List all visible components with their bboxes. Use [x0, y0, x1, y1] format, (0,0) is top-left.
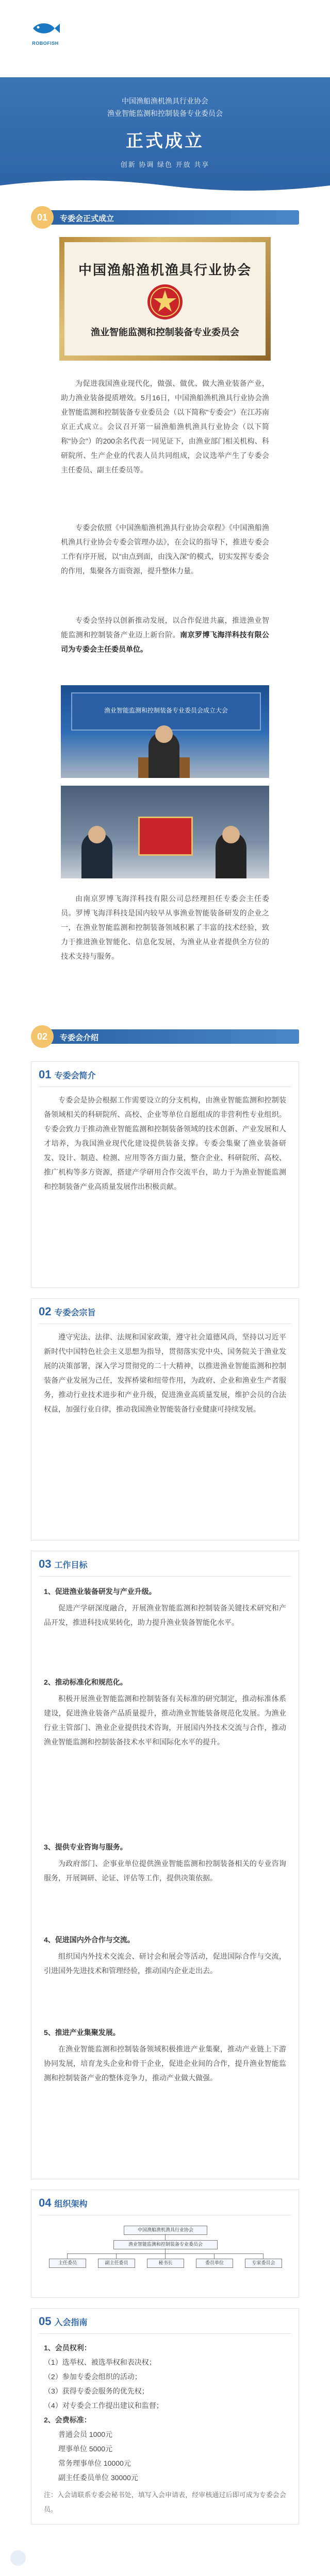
org-node-mid: 渔业智能监测和控制装备专业委员会	[113, 2240, 218, 2249]
org-connector	[67, 2253, 68, 2259]
join-guide-line: 副主任委员单位 30000元	[58, 2473, 138, 2482]
join-guide-heading: 入会指南	[54, 2318, 88, 2327]
meeting-photo-2	[61, 786, 269, 878]
org-connector	[116, 2253, 117, 2259]
goal-item-head: 1、促进渔业装备研发与产业升级。	[44, 1587, 156, 1596]
certificate-subtitle: 渔业智能监测和控制装备专业委员会	[91, 327, 239, 338]
join-guide-title	[39, 2315, 88, 2328]
org-chart	[46, 2226, 284, 2277]
section1-bar	[46, 210, 299, 225]
org-node-leaf: 主任委员	[49, 2259, 86, 2268]
goals-box	[31, 1551, 299, 2179]
divider	[39, 1576, 291, 1577]
org-node-leaf: 专家委员会	[245, 2259, 282, 2268]
org-node-leaf: 副主任委员	[98, 2259, 135, 2268]
goal-item-text: 为政府部门、企事业单位提供渔业智能监测和控制装备相关的专业咨询服务，开展调研、论证、评估等工作，提供决策依据。	[44, 1859, 286, 1882]
org-box-heading: 组织架构	[54, 2200, 88, 2209]
person-head	[222, 826, 240, 843]
intro-box-number: 01	[39, 1068, 52, 1081]
join-guide-line: 常务理事单位 10000元	[58, 2459, 131, 2467]
join-guide-line: （4）对专委会工作提出建议和监督；	[44, 2401, 163, 2410]
stage-screen-text: 渔业智能监测和控制装备专业委员会成立大会	[104, 707, 228, 714]
goals-box-heading: 工作目标	[54, 1561, 88, 1570]
org-box-title	[39, 2196, 88, 2210]
org-connector	[165, 2248, 166, 2253]
org-connector	[165, 2253, 166, 2259]
hero-banner	[0, 77, 330, 196]
intro-box-title	[39, 1068, 96, 1081]
meeting-photo-1	[61, 685, 269, 778]
intro-box	[31, 1061, 299, 1288]
goal-item-text: 促进产学研深度融合，开展渔业智能监测和控制装备关键技术研究和产品开发，推进科技成果转化，助力提升渔业装备智能化水平。	[44, 1604, 286, 1626]
award-plaque	[138, 817, 193, 856]
goal-item-head: 3、提供专业咨询与服务。	[44, 1843, 127, 1851]
goal-item-head: 5、推进产业集聚发展。	[44, 2028, 120, 2037]
section1-title: 专委会正式成立	[60, 214, 114, 223]
stage-screen	[71, 692, 261, 731]
section1-badge: 01	[31, 206, 54, 229]
join-guide-line: 普通会员 1000元	[58, 2430, 113, 2438]
join-guide-line: （2）参加专委会组织的活动；	[44, 2372, 142, 2381]
join-guide-line: 2、会费标准：	[44, 2416, 91, 2424]
person-head	[155, 725, 173, 743]
fish-logo-icon	[30, 20, 61, 37]
org-connector	[165, 2234, 166, 2240]
seal-icon	[146, 283, 184, 321]
hero-line2: 渔业智能监测和控制装备专业委员会	[107, 109, 223, 117]
logo-text: ROBOFISH	[32, 41, 59, 46]
wave-decoration	[0, 175, 330, 196]
purpose-box-number: 02	[39, 1305, 52, 1318]
divider	[39, 2333, 291, 2334]
section2-title: 专委会介绍	[60, 1033, 99, 1042]
join-guide-line: （1）选举权、被选举权和表决权；	[44, 2358, 156, 2366]
org-box-number: 04	[39, 2196, 52, 2209]
goal-item-head: 2、推动标准化和规范化。	[44, 1678, 127, 1686]
certificate-title: 中国渔船渔机渔具行业协会	[78, 262, 252, 278]
goal-item-text: 积极开展渔业智能监测和控制装备有关标准的研究制定，推动标准体系建设，促进渔业装备产品质量提升，推动渔业智能装备规范化发展。为渔业行业主管部门、渔业企业提供技术咨询，开展国内外技术交流与合作，推动渔业智能监测和控制装备技术水平和国际化水平的提升。	[44, 1694, 286, 1746]
brand-logo	[30, 20, 61, 46]
join-guide-box	[31, 2308, 299, 2524]
section1-paragraph-4: 由南京罗博飞海洋科技有限公司总经理担任专委会主任委员。罗博飞海洋科技是国内较早从事渔业智能装备研发的企业之一，在渔业智能监测和控制装备领域积累了丰富的技术经验，致力于推进渔业智能化、信息化发展，为渔业从业者提供全方位的技术支持与服务。	[61, 894, 269, 960]
join-guide-line: 1、会员权利：	[44, 2344, 91, 2352]
section2-badge: 02	[31, 1025, 54, 1048]
org-node-leaf: 委员单位	[196, 2259, 233, 2268]
section1-paragraph-3	[61, 613, 269, 656]
join-guide-note: 注：入会请联系专委会秘书处，填写入会申请表，经审核通过后即可成为专委会会员。	[44, 2491, 286, 2513]
section1-paragraph-3-bold: 南京罗博飞海洋科技有限公司为专委会主任委员单位。	[61, 631, 270, 653]
purpose-box-heading: 专委会宗旨	[54, 1309, 96, 1317]
goals-box-number: 03	[39, 1557, 52, 1570]
intro-box-heading: 专委会简介	[54, 1072, 96, 1080]
org-node-top: 中国渔船渔机渔具行业协会	[124, 2226, 207, 2235]
section1-paragraph-3-text: 专委会坚持以创新推动发展，以合作促进共赢，推进渔业智能监测和控制装备产业迈上新台阶。	[61, 616, 269, 639]
goal-item-head: 4、促进国内外合作与交流。	[44, 1936, 135, 1944]
org-node-leaf: 秘书长	[147, 2259, 184, 2268]
goal-item-text: 组织国内外技术交流会、研讨会和展会等活动，促进国际合作与交流，引进国外先进技术和管理经验，推动国内企业走出去。	[44, 1952, 286, 1975]
section1-paragraph-1: 为促进我国渔业现代化，做强、做优、做大渔业装备产业，助力渔业装备提质增效。5月16日，中国渔船渔机渔具行业协会渔业智能监测和控制装备专业委员会（以下简称"专委会"）在江苏南京正式成立。会议召开第一届渔船渔机渔具行业协会（以下简称"协会"）的200余名代表一同见证下，由渔业部门相关机构、科研院所、生产企业的代表人员共同组成，会议选举产生了专委会主任委员、副主任委员等。	[61, 379, 269, 474]
section1-paragraph-2: 专委会依照《中国渔船渔机渔具行业协会章程》《中国渔船渔机渔具行业协会专委会管理办法》，在会议的指导下，推进专委会工作有序开展，以"由点到面，由浅入深"的模式，切实发挥专委会的作用，集聚各方面资源，提升整体力量。	[61, 523, 269, 575]
join-guide-list	[44, 2341, 286, 2517]
certificate-image	[59, 237, 271, 361]
goals-box-title	[39, 1557, 88, 1571]
purpose-box-title	[39, 1305, 96, 1318]
join-guide-line: （3）获得专委会服务的优先权；	[44, 2387, 149, 2395]
intro-box-text: 专委会是协会根据工作需要设立的分支机构，由渔业智能监测和控制装备领域相关的科研院所、高校、企业等单位自愿组成的非营利性专业组织。专委会致力于推动渔业智能监测和控制装备领域的技术创新、产业发展和人才培养，为我国渔业现代化建设提供装备支撑。专委会集聚了渔业装备研发、设计、制造、检测、应用等各方面力量，整合企业、科研院所、高校、推广机构等多方资源，搭建产学研用合作交流平台，助力于为渔业智能监测和控制装备产业高质量发展作出积极贡献。	[44, 1096, 286, 1191]
hero-line1: 中国渔船渔机渔具行业协会	[122, 97, 208, 105]
section2-bar	[46, 1029, 299, 1044]
decor-circle	[10, 2550, 26, 2566]
join-guide-line: 理事单位 5000元	[58, 2445, 113, 2453]
section2-header	[31, 1025, 299, 1048]
goal-item-text: 在渔业智能监测和控制装备领域积极推进产业集聚，推动产业链上下游协同发展，培育龙头企业和骨干企业，促进企业间的合作，提升渔业智能监测和控制装备产业的整体竞争力，推动产业做大做强。	[44, 2045, 286, 2082]
purpose-box-text: 遵守宪法、法律、法规和国家政策，遵守社会道德风尚，坚持以习近平新时代中国特色社会主义思想为指导，贯彻落实党中央、国务院关于渔业发展的决策部署，深入学习贯彻党的二十大精神，以推进渔业智能监测和控制装备产业发展为己任，发挥桥梁和纽带作用，为政府、企业和渔业生产者服务，推动行业技术进步和产业升级，促进渔业高质量发展，维护会员的合法权益，加强行业自律，推动我国渔业智能装备行业健康可持续发展。	[44, 1333, 286, 1413]
certificate-inner	[64, 242, 266, 355]
hero-big-title: 正式成立	[126, 131, 204, 151]
person-head	[88, 826, 106, 843]
join-guide-number: 05	[39, 2315, 52, 2328]
purpose-box	[31, 1298, 299, 1540]
section1-header	[31, 206, 299, 229]
hero-tags: 创新 协调 绿色 开放 共享	[120, 161, 210, 168]
